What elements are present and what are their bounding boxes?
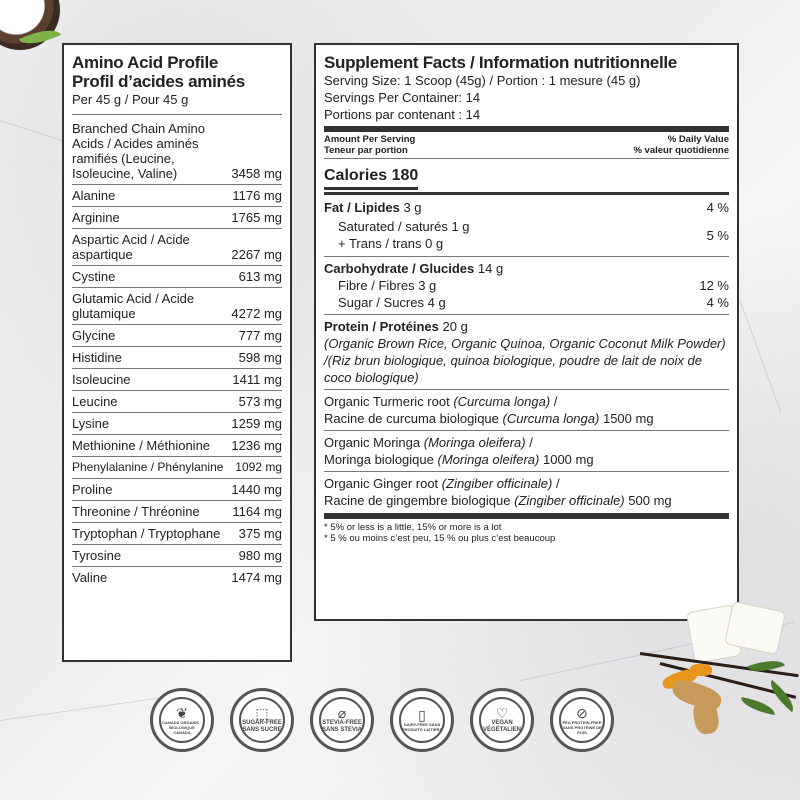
fat-amount: 3 g [403, 200, 422, 215]
fat-block [324, 195, 729, 252]
amino-value: 3458 mg [231, 166, 282, 181]
amino-value: 980 mg [238, 548, 282, 563]
table-row [72, 413, 282, 435]
table-row [72, 391, 282, 413]
amino-label: Valine [72, 570, 108, 585]
amino-label: Arginine [72, 210, 120, 225]
amino-label: Isoleucine [72, 372, 131, 387]
stevia-leaf-icon: ⌀ [337, 705, 347, 721]
maple-leaf-icon: ❦ [176, 704, 188, 721]
amino-label: Methionine / Méthionine [72, 438, 211, 453]
calories: Calories 180 [324, 159, 418, 190]
table-row [72, 501, 282, 523]
stevia-free-badge [310, 688, 374, 752]
protein-block [324, 315, 729, 386]
table-row [72, 185, 282, 207]
table-row [72, 435, 282, 457]
protein-label: Protein / Protéines [324, 319, 439, 334]
amino-label: Aspartic Acid / Acide aspartique [72, 232, 190, 262]
sugar-label: Sugar / Sucres [338, 295, 424, 310]
marble-vein [740, 300, 782, 413]
fat-dv: 4 % [706, 200, 729, 215]
table-row [72, 288, 282, 325]
sugar-free-badge [230, 688, 294, 752]
certification-badges [150, 688, 614, 752]
amino-value: 1440 mg [231, 482, 282, 497]
saturated-label: Saturated / saturés [338, 219, 448, 234]
amount-per-serving-fr: Teneur par portion [324, 145, 408, 156]
amino-acid-profile-panel [62, 43, 292, 662]
amino-title-fr: Profil d’acides aminés [72, 72, 245, 91]
protein-source-fr: /(Riz brun biologique, quinoa biologique, poudre de lait de noix de coco biologique) [324, 353, 702, 385]
moringa-en: Organic Moringa [324, 435, 421, 450]
amino-value: 4272 mg [231, 306, 282, 321]
trans-amount: 0 g [425, 236, 444, 251]
table-row [72, 207, 282, 229]
ginger-block: Organic Ginger root (Zingiber officinale) / Racine de gingembre biologique (Zingiber officinale) 500 mg [324, 476, 672, 508]
amino-value: 613 mg [238, 269, 282, 284]
carb-label: Carbohydrate / Glucides [324, 261, 475, 276]
sugar-amount: 4 g [427, 295, 446, 310]
amino-value: 1176 mg [232, 188, 282, 203]
fibre-dv: 12 % [699, 278, 729, 293]
carb-block [324, 257, 729, 311]
amino-label: Tyrosine [72, 548, 122, 563]
amino-value: 777 mg [238, 328, 282, 343]
amino-value: 1164 mg [232, 504, 282, 519]
turmeric-amount: 1500 mg [602, 411, 654, 426]
column-header [324, 134, 729, 156]
amino-value: 1411 mg [232, 372, 282, 387]
amino-value: 1474 mg [231, 570, 282, 585]
pea-protein-free-badge [550, 688, 614, 752]
ginger-fr: Racine de gingembre biologique [324, 493, 511, 508]
amino-label: Tryptophan / Tryptophane [72, 526, 221, 541]
moringa-latin-fr: (Moringa oleifera) [437, 452, 540, 467]
vegan-badge [470, 688, 534, 752]
amino-label: Histidine [72, 350, 122, 365]
amino-value: 1092 mg [235, 460, 282, 474]
protein-source-en: (Organic Brown Rice, Organic Quinoa, Organic Coconut Milk Powder) [324, 336, 726, 351]
badge-text: CANADA ORGANIC · BIOLOGIQUE CANADA [162, 719, 202, 735]
turmeric-block: Organic Turmeric root (Curcuma longa) / Racine de curcuma biologique (Curcuma longa) 1500 mg [324, 394, 654, 426]
dairy-free-badge [390, 688, 454, 752]
amino-label: Glycine [72, 328, 116, 343]
pea-pod-icon: ⊘ [576, 704, 588, 721]
fibre-label: Fibre / Fibres [338, 278, 415, 293]
amount-per-serving-en: Amount Per Serving [324, 134, 416, 145]
supplement-facts-panel [314, 43, 739, 621]
amino-label: Threonine / Thréonine [72, 504, 200, 519]
table-row [72, 347, 282, 369]
amino-label: Leucine [72, 394, 118, 409]
servings-per-container-fr: Portions par contenant : 14 [324, 106, 729, 132]
amino-value: 2267 mg [231, 247, 282, 262]
sat-trans-dv: 5 % [706, 227, 729, 243]
amino-value: 1259 mg [231, 416, 282, 431]
amino-value: 375 mg [238, 526, 282, 541]
protein-amount: 20 g [442, 319, 468, 334]
table-row [72, 567, 282, 588]
table-row [72, 114, 282, 185]
facts-title: Supplement Facts / Information nutritionnelle [324, 53, 677, 72]
amino-label: Phenylalanine / Phénylanine [72, 460, 224, 474]
moringa-fr: Moringa biologique [324, 452, 434, 467]
amino-title-en: Amino Acid Profile [72, 53, 219, 72]
serving-size: Serving Size: 1 Scoop (45g) / Portion : 1 mesure (45 g) [324, 73, 641, 88]
badge-text: SUGAR-FREE SANS SUCRE [242, 720, 282, 733]
moringa-latin: (Moringa oleifera) [423, 435, 526, 450]
milk-carton-icon: ▯ [418, 707, 426, 723]
amino-label: Lysine [72, 416, 110, 431]
table-row [72, 229, 282, 266]
table-row [72, 325, 282, 347]
fibre-amount: 3 g [418, 278, 437, 293]
badge-text: PEA PROTEIN-FREE SANS PROTÉINE DE POIS [562, 719, 602, 735]
daily-value-en: % Daily Value [667, 134, 729, 145]
daily-value-fr: % valeur quotidienne [633, 145, 729, 156]
amino-value: 573 mg [238, 394, 282, 409]
amino-label: Glutamic Acid / Acide glutamique [72, 291, 195, 321]
badge-text: DAIRY-FREE SANS PRODUITS LAITIERS [401, 722, 442, 732]
sugar-cube-icon: ⬚ [255, 705, 269, 721]
amino-label: Alanine [72, 188, 116, 203]
table-row [72, 479, 282, 501]
carb-amount: 14 g [477, 261, 504, 276]
ginger-latin: (Zingiber officinale) [441, 476, 553, 491]
amino-per-serving: Per 45 g / Pour 45 g [72, 92, 189, 107]
amino-label: Cystine [72, 269, 116, 284]
turmeric-latin: (Curcuma longa) [453, 394, 551, 409]
trans-label: + Trans / trans [338, 236, 422, 251]
ginger-en: Organic Ginger root [324, 476, 439, 491]
footnote-en: * 5% or less is a little, 15% or more is a lot [324, 522, 502, 533]
table-row [72, 457, 282, 479]
table-row [72, 523, 282, 545]
saturated-amount: 1 g [451, 219, 470, 234]
turmeric-latin-fr: (Curcuma longa) [502, 411, 600, 426]
amino-label: Branched Chain Amino Acids / Acides aminés ramifiés (Leucine, Isoleucine, Valine) [72, 121, 205, 181]
amino-value: 1236 mg [231, 438, 282, 453]
turmeric-root-image [690, 664, 712, 676]
table-row [72, 266, 282, 288]
vegan-heart-icon: ♡ [495, 705, 509, 721]
badge-text: VEGAN VÉGÉTALIEN [483, 720, 521, 733]
amino-value: 1765 mg [231, 210, 282, 225]
leaf-image [739, 697, 777, 715]
ginger-latin-fr: (Zingiber officinale) [514, 493, 625, 508]
badge-text: STEVIA-FREE SANS STEVIA [321, 720, 362, 733]
amino-label: Proline [72, 482, 113, 497]
moringa-block: Organic Moringa (Moringa oleifera) / Moringa biologique (Moringa oleifera) 1000 mg [324, 435, 594, 467]
servings-per-container-en: Servings Per Container: 14 [324, 90, 481, 105]
fat-label: Fat / Lipides [324, 200, 400, 215]
turmeric-fr: Racine de curcuma biologique [324, 411, 499, 426]
sugar-dv: 4 % [706, 295, 729, 310]
moringa-amount: 1000 mg [542, 452, 594, 467]
ginger-amount: 500 mg [628, 493, 672, 508]
table-row [72, 369, 282, 391]
table-row [72, 545, 282, 567]
footnote-fr: * 5 % ou moins c’est peu, 15 % ou plus c’est beaucoup [324, 533, 556, 544]
canada-organic-badge [150, 688, 214, 752]
turmeric-en: Organic Turmeric root [324, 394, 450, 409]
amino-table [72, 114, 282, 588]
amino-value: 598 mg [238, 350, 282, 365]
